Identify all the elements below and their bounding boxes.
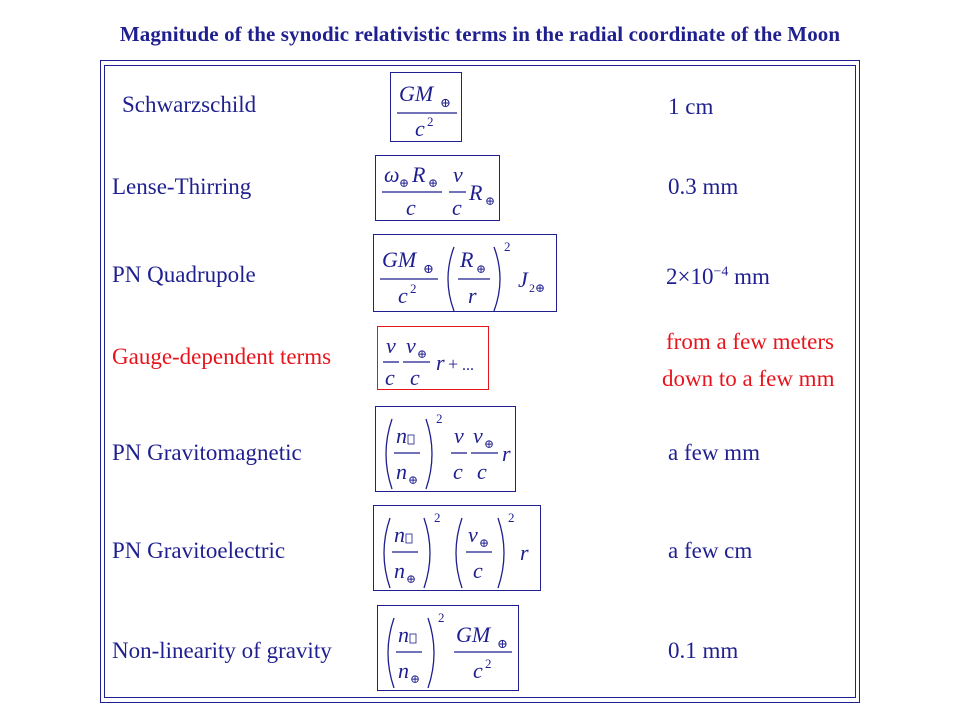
row-value-non-linearity: 0.1 mm xyxy=(668,638,739,663)
svg-text:2: 2 xyxy=(410,281,417,296)
row-value-pn-quadrupole xyxy=(666,264,770,290)
svg-text:r: r xyxy=(436,350,445,375)
row-value-lense-thirring: 0.3 mm xyxy=(668,174,739,199)
svg-text:2: 2 xyxy=(485,656,492,671)
formula-non-linearity xyxy=(377,605,519,691)
svg-text:c: c xyxy=(453,459,463,484)
svg-text:⊕: ⊕ xyxy=(399,176,410,190)
svg-text:c: c xyxy=(452,195,462,220)
row-value-gauge-line2: down to a few mm xyxy=(662,366,835,391)
svg-text:R: R xyxy=(460,247,474,272)
row-label-gauge-dependent: Gauge-dependent terms xyxy=(112,344,332,369)
row-label-schwarzschild: Schwarzschild xyxy=(122,92,257,117)
svg-text:ω: ω xyxy=(384,162,400,187)
svg-text:GM: GM xyxy=(456,622,491,647)
row-label-pn-gravitomagnetic: PN Gravitomagnetic xyxy=(112,440,302,465)
svg-text:GM: GM xyxy=(382,247,417,272)
svg-text:⊕: ⊕ xyxy=(485,194,496,208)
svg-text:⊕: ⊕ xyxy=(417,347,428,361)
svg-text:c: c xyxy=(406,195,416,220)
svg-text:v: v xyxy=(473,423,483,448)
svg-text:⊕: ⊕ xyxy=(497,636,508,651)
svg-text:⊕: ⊕ xyxy=(476,262,487,276)
svg-text:⊕: ⊕ xyxy=(440,95,451,110)
row-value-pn-gravitomagnetic: a few mm xyxy=(668,440,760,465)
svg-text:2: 2 xyxy=(427,114,434,129)
svg-text:2: 2 xyxy=(504,239,511,254)
svg-text:n: n xyxy=(398,658,409,683)
value-exponent: −4 xyxy=(713,264,729,280)
row-label-pn-gravitoelectric: PN Gravitoelectric xyxy=(112,538,286,563)
svg-text:2: 2 xyxy=(508,510,515,525)
svg-text:⊕: ⊕ xyxy=(428,176,439,190)
svg-text:c: c xyxy=(473,658,483,683)
svg-text:r: r xyxy=(468,283,477,308)
svg-text:⊕: ⊕ xyxy=(408,473,419,487)
formula-gauge-dependent xyxy=(377,326,489,390)
svg-text:r: r xyxy=(502,441,511,466)
svg-text:2: 2 xyxy=(436,411,443,426)
svg-text:v: v xyxy=(406,333,416,358)
svg-text:⊕: ⊕ xyxy=(479,536,490,550)
svg-text:2: 2 xyxy=(438,610,445,625)
formula-pn-gravitomagnetic xyxy=(375,406,516,492)
svg-text:c: c xyxy=(398,283,408,308)
slide-title: Magnitude of the synodic relativistic terms in the radial coordinate of the Moon xyxy=(119,22,841,46)
svg-text:⊕: ⊕ xyxy=(410,672,421,686)
svg-text:+: + xyxy=(448,354,459,374)
svg-text:n: n xyxy=(396,459,407,484)
svg-text:n: n xyxy=(394,522,405,547)
row-value-pn-gravitoelectric: a few cm xyxy=(668,538,753,563)
svg-text:⊕: ⊕ xyxy=(406,572,417,586)
value-unit: mm xyxy=(728,264,770,289)
svg-text:2⊕: 2⊕ xyxy=(529,281,546,295)
svg-text:v: v xyxy=(453,162,463,187)
row-label-pn-quadrupole: PN Quadrupole xyxy=(112,262,256,287)
svg-text:R: R xyxy=(469,180,483,205)
svg-text:n: n xyxy=(396,423,407,448)
formula-pn-gravitoelectric xyxy=(373,505,541,591)
svg-text:⊕: ⊕ xyxy=(423,261,434,276)
row-label-non-linearity: Non-linearity of gravity xyxy=(112,638,332,663)
svg-text:2: 2 xyxy=(434,510,441,525)
value-mantissa: 2×10 xyxy=(666,264,714,289)
svg-text:R: R xyxy=(412,162,426,187)
svg-text:c: c xyxy=(477,459,487,484)
formula-lense-thirring xyxy=(375,155,500,221)
row-label-lense-thirring: Lense-Thirring xyxy=(112,174,252,199)
row-value-gauge-line1: from a few meters xyxy=(666,329,834,354)
svg-text:...: ... xyxy=(462,357,474,374)
svg-text:J: J xyxy=(518,267,528,292)
svg-text:c: c xyxy=(385,365,395,390)
svg-text:n: n xyxy=(394,558,405,583)
svg-text:c: c xyxy=(410,365,420,390)
svg-text:r: r xyxy=(520,540,529,565)
svg-text:c: c xyxy=(473,558,483,583)
row-value-schwarzschild: 1 cm xyxy=(668,94,714,119)
svg-text:GM: GM xyxy=(399,81,434,106)
formula-pn-quadrupole xyxy=(373,234,557,312)
svg-text:v: v xyxy=(468,522,478,547)
svg-text:⊕: ⊕ xyxy=(484,437,495,451)
svg-text:v: v xyxy=(386,333,396,358)
svg-text:c: c xyxy=(415,116,425,141)
svg-text:v: v xyxy=(454,423,464,448)
svg-text:n: n xyxy=(398,622,409,647)
formula-schwarzschild xyxy=(390,72,462,142)
